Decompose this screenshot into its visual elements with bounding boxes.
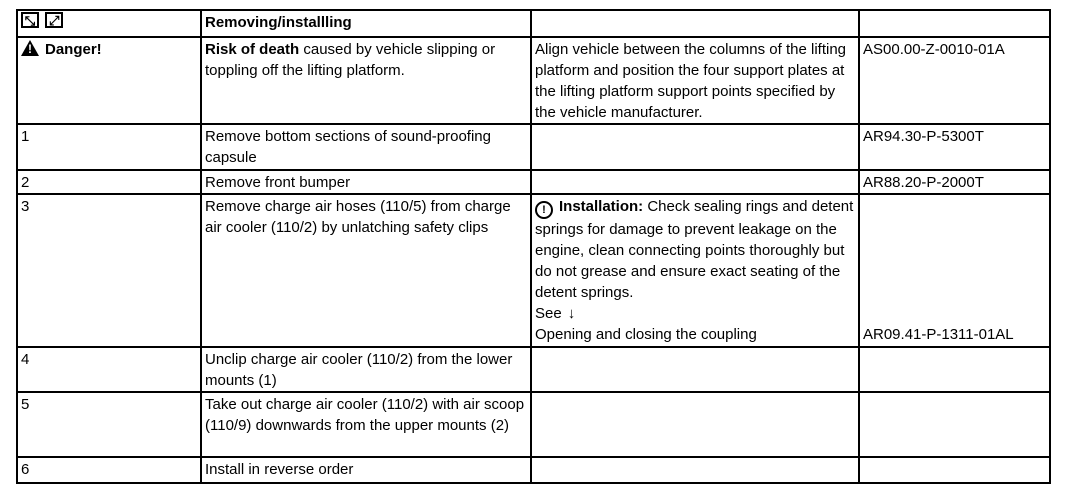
step-note: [531, 347, 859, 392]
step-text: Install in reverse order: [201, 457, 531, 483]
danger-risk-cell: [201, 37, 531, 124]
step-code-cell: [859, 194, 1050, 347]
step-number: 4: [17, 347, 201, 392]
danger-code[interactable]: AS00.00-Z-0010-01A: [859, 37, 1050, 124]
step-row: [17, 170, 1050, 194]
step-number: 5: [17, 392, 201, 457]
step-row: [17, 347, 1050, 392]
step-note: [531, 170, 859, 194]
procedure-table: [16, 9, 1051, 484]
danger-row: [17, 37, 1050, 124]
step-code[interactable]: AR09.41-P-1311-01AL: [863, 326, 1014, 343]
installation-label: Installation:: [559, 198, 644, 215]
step-text: Take out charge air cooler (110/2) with air scoop (110/9) downwards from the upper mounts (2): [201, 392, 531, 457]
step-text: Remove bottom sections of sound-proofing capsule: [201, 124, 531, 170]
step-row: [17, 392, 1050, 457]
coupling-link[interactable]: Opening and closing the coupling: [535, 326, 757, 343]
step-number: 6: [17, 457, 201, 483]
warning-triangle-icon: [21, 40, 39, 56]
header-empty-cell: [859, 10, 1050, 37]
danger-instruction: Align vehicle between the columns of the lifting platform and position the four support plates at the lifting platform support points specified by the vehicle manufacturer.: [531, 37, 859, 124]
step-note: [531, 457, 859, 483]
header-title: Removing/installling: [201, 10, 531, 37]
step-number: 1: [17, 124, 201, 170]
step-text: Remove front bumper: [201, 170, 531, 194]
down-arrow-icon: ↓: [567, 305, 576, 322]
step-code[interactable]: AR94.30-P-5300T: [859, 124, 1050, 170]
step-row: [17, 457, 1050, 483]
step-number: 2: [17, 170, 201, 194]
installation-info-icon: !: [535, 201, 553, 219]
header-empty-cell: [531, 10, 859, 37]
danger-label: Danger!: [45, 41, 102, 58]
danger-risk-text: caused by vehicle slipping or toppling off the lifting platform.: [205, 41, 496, 79]
step-code: [859, 347, 1050, 392]
step-code: [859, 457, 1050, 483]
step-note: [531, 124, 859, 170]
see-label: See: [535, 305, 562, 322]
step-row: [17, 124, 1050, 170]
danger-cell: [17, 37, 201, 124]
step-code[interactable]: AR88.20-P-2000T: [859, 170, 1050, 194]
install-icon: ⤢: [45, 12, 63, 28]
remove-icon: ⤡: [21, 12, 39, 28]
step-number: 3: [17, 194, 201, 347]
step-code: [859, 392, 1050, 457]
header-row: [17, 10, 1050, 37]
step-note: [531, 194, 859, 347]
header-icons-cell: [17, 10, 201, 37]
danger-risk-bold: Risk of death: [205, 41, 300, 58]
step-text: Unclip charge air cooler (110/2) from the lower mounts (1): [201, 347, 531, 392]
step-row: [17, 194, 1050, 347]
step-text: Remove charge air hoses (110/5) from charge air cooler (110/2) by unlatching safety clips: [201, 194, 531, 347]
installation-note: Check sealing rings and detent springs for damage to prevent leakage on the engine, clean connecting points thoroughly but do not grease and ensure exact seating of the detent springs.: [535, 198, 854, 301]
step-note: [531, 392, 859, 457]
